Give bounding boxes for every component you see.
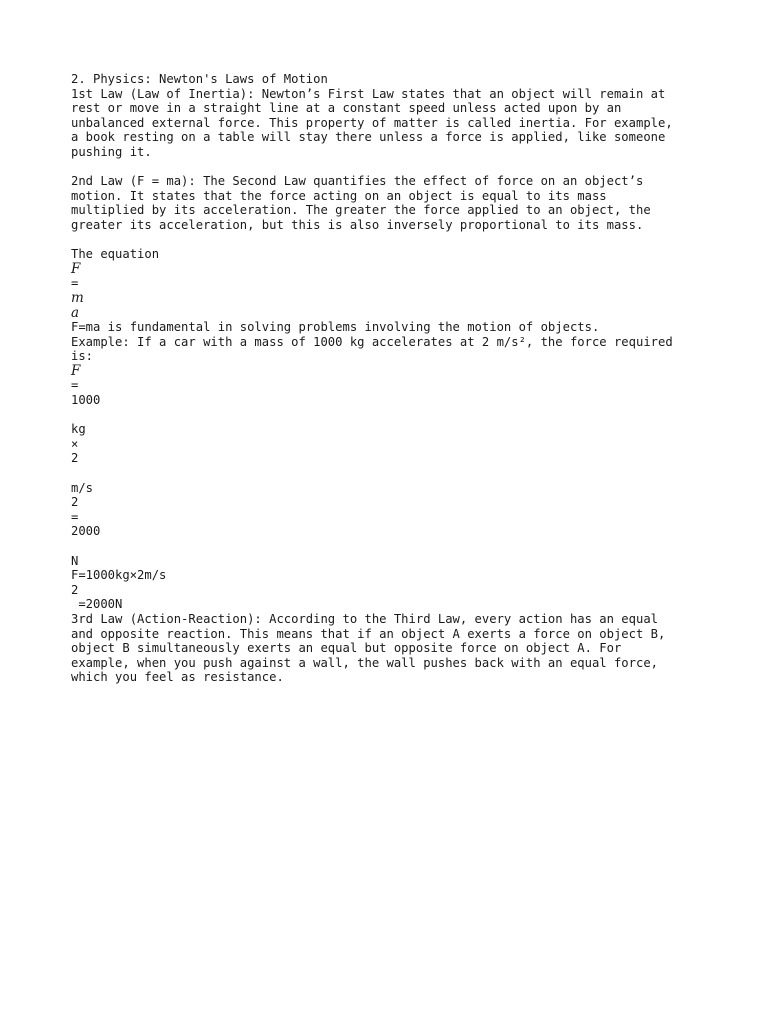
calc-unit-kg: kg <box>71 422 86 437</box>
equation-symbol-m: m <box>71 289 84 306</box>
calc-equals: = <box>71 509 79 524</box>
equation-text: F=ma is fundamental in solving problems involving the motion of objects. <box>71 320 600 335</box>
calc-spacer <box>71 466 711 481</box>
second-law-line: motion. It states that the force acting on an object is equal to its mass <box>71 188 607 203</box>
paragraph-gap <box>71 233 711 248</box>
second-law-line: multiplied by its acceleration. The greater the force applied to an object, the <box>71 203 651 218</box>
third-law-line: and opposite reaction. This means that if an object A exerts a force on object B, <box>71 626 666 641</box>
equation-symbol-a: a <box>71 304 80 321</box>
calc-symbol-f: F <box>71 362 81 379</box>
third-law-line: 3rd Law (Action-Reaction): According to the Third Law, every action has an equal <box>71 611 658 626</box>
first-law-line: a book resting on a table will stay there unless a force is applied, like someone <box>71 130 666 145</box>
calc-plain-result: =2000N <box>71 597 123 612</box>
third-law-line: which you feel as resistance. <box>71 670 284 685</box>
equation-intro: The equation <box>71 247 160 262</box>
first-law-line: 1st Law (Law of Inertia): Newton’s First Law states that an object will remain at <box>71 86 666 101</box>
calc-times: × <box>71 436 79 451</box>
second-law-line: 2nd Law (F = ma): The Second Law quantifies the effect of force on an object’s <box>71 174 644 189</box>
calc-plain-exponent: 2 <box>71 582 79 597</box>
second-law-paragraph <box>71 174 711 232</box>
equation-block <box>71 247 711 364</box>
calc-spacer <box>71 408 711 423</box>
example-line: Example: If a car with a mass of 1000 kg accelerates at 2 m/s², the force required <box>71 334 673 349</box>
calc-spacer <box>71 539 711 554</box>
paragraph-gap <box>71 160 711 175</box>
calc-equals: = <box>71 378 79 393</box>
calc-result: 2000 <box>71 524 101 539</box>
first-law-paragraph <box>71 87 711 160</box>
calculation-block <box>71 364 711 612</box>
first-law-line: rest or move in a straight line at a constant speed unless acted upon by an <box>71 101 622 116</box>
calc-exponent: 2 <box>71 495 79 510</box>
calc-mass: 1000 <box>71 393 101 408</box>
section-title: 2. Physics: Newton's Laws of Motion <box>71 72 328 86</box>
calc-unit-n: N <box>71 553 79 568</box>
first-law-line: pushing it. <box>71 144 152 159</box>
calc-unit-ms: m/s <box>71 480 94 495</box>
example-line: is: <box>71 349 94 364</box>
calc-acceleration: 2 <box>71 451 79 466</box>
equation-symbol-f: F <box>71 260 81 277</box>
third-law-line: example, when you push against a wall, the wall pushes back with an equal force, <box>71 655 658 670</box>
calc-plain-line: F=1000kg×2m/s <box>71 568 167 583</box>
second-law-line: greater its acceleration, but this is also inversely proportional to its mass. <box>71 217 644 232</box>
third-law-paragraph <box>71 612 711 685</box>
equation-equals: = <box>71 276 79 291</box>
document-body <box>71 72 711 685</box>
first-law-line: unbalanced external force. This property of matter is called inertia. For example, <box>71 115 673 130</box>
third-law-line: object B simultaneously exerts an equal but opposite force on object A. For <box>71 641 622 656</box>
